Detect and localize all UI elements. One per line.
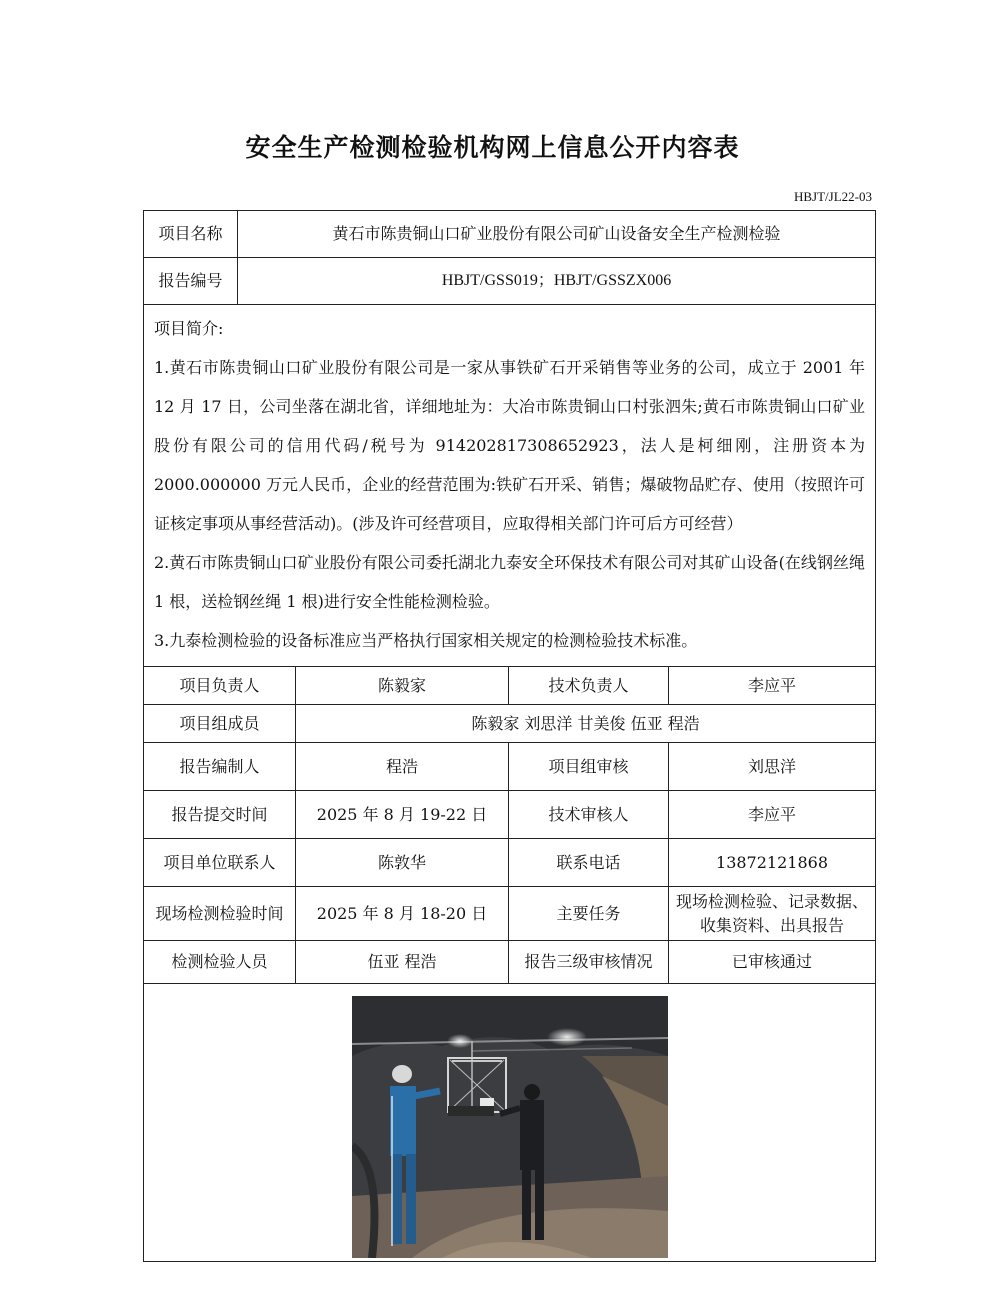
site-photo: [352, 996, 668, 1258]
tech-leader-value: 李应平: [669, 667, 876, 705]
document-number: HBJT/JL22-03: [794, 189, 872, 204]
contact-label: 项目单位联系人: [144, 839, 296, 887]
team-row: [144, 705, 876, 743]
project-leader-value: 陈毅家: [296, 667, 509, 705]
review-status-value: 已审核通过: [669, 941, 876, 984]
table-row: [144, 667, 876, 705]
submit-time-label: 报告提交时间: [144, 791, 296, 839]
team-value: 陈毅家 刘思洋 甘美俊 伍亚 程浩: [296, 705, 876, 743]
review-status-label: 报告三级审核情况: [509, 941, 669, 984]
intro-paragraph-1: 1.黄石市陈贵铜山口矿业股份有限公司是一家从事铁矿石开采销售等业务的公司，成立于 2001 年 12 月 17 日，公司坐落在湖北省，详细地址为：大冶市陈贵铜山口村张泗朱;黄石市陈贵铜山口矿业股份有限公司的信用代码/税号为 914202817308652923，法人是柯细刚，注册资本为 2000.000000 万元人民币，企业的经营范围为:铁矿石开采、销售；爆破物品贮存、使用（按照许可证核定事项从事经营活动)。(涉及许可经营项目，应取得相关部门许可后方可经营）: [154, 358, 866, 533]
tech-reviewer-value: 李应平: [669, 791, 876, 839]
project-name-value: 黄石市陈贵铜山口矿业股份有限公司矿山设备安全生产检测检验: [238, 211, 876, 258]
onsite-time-value: 2025 年 8 月 18-20 日: [296, 887, 509, 941]
report-editor-label: 报告编制人: [144, 743, 296, 791]
report-no-value: HBJT/GSS019；HBJT/GSSZX006: [238, 258, 876, 305]
table-row: [144, 743, 876, 791]
contact-value: 陈敦华: [296, 839, 509, 887]
project-intro: [144, 305, 876, 667]
info-table: [143, 210, 876, 1262]
project-name-row: [144, 211, 876, 258]
team-label: 项目组成员: [144, 705, 296, 743]
table-row: [144, 887, 876, 941]
intro-row: [144, 305, 876, 667]
intro-label: 项目简介:: [154, 319, 224, 338]
table-row: [144, 941, 876, 984]
inspectors-label: 检测检验人员: [144, 941, 296, 984]
phone-value: 13872121868: [669, 839, 876, 887]
phone-label: 联系电话: [509, 839, 669, 887]
project-leader-label: 项目负责人: [144, 667, 296, 705]
table-row: [144, 839, 876, 887]
main-task-label: 主要任务: [509, 887, 669, 941]
report-no-label: 报告编号: [144, 258, 238, 305]
table-row: [144, 791, 876, 839]
onsite-time-label: 现场检测检验时间: [144, 887, 296, 941]
submit-time-value: 2025 年 8 月 19-22 日: [296, 791, 509, 839]
intro-paragraph-2: 2.黄石市陈贵铜山口矿业股份有限公司委托湖北九泰安全环保技术有限公司对其矿山设备(在线钢丝绳 1 根，送检钢丝绳 1 根)进行安全性能检测检验。: [154, 553, 866, 611]
intro-paragraph-3: 3.九泰检测检验的设备标准应当严格执行国家相关规定的检测检验技术标准。: [154, 631, 698, 650]
tech-leader-label: 技术负责人: [509, 667, 669, 705]
inspectors-value: 伍亚 程浩: [296, 941, 509, 984]
report-editor-value: 程浩: [296, 743, 509, 791]
report-no-row: [144, 258, 876, 305]
project-name-label: 项目名称: [144, 211, 238, 258]
tech-reviewer-label: 技术审核人: [509, 791, 669, 839]
group-review-label: 项目组审核: [509, 743, 669, 791]
photo-row: [144, 984, 876, 1262]
photo-cell: [144, 984, 876, 1262]
page-title: 安全生产检测检验机构网上信息公开内容表: [245, 133, 740, 162]
main-task-value: 现场检测检验、记录数据、收集资料、出具报告: [669, 887, 876, 941]
group-review-value: 刘思洋: [669, 743, 876, 791]
